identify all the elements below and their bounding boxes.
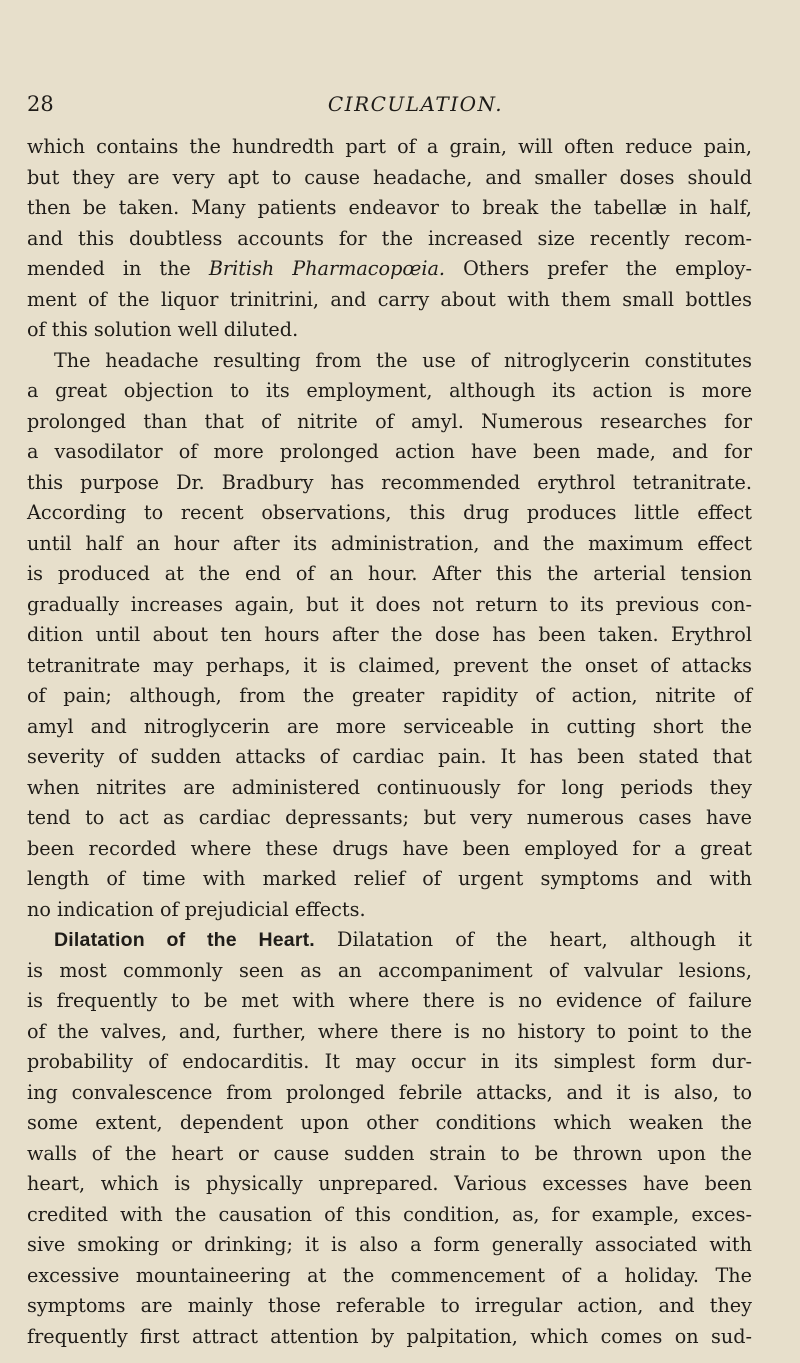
text-line: dition until about ten hours after the dose has been taken. Erythrol bbox=[27, 623, 752, 646]
text-line: sive smoking or drinking; it is also a form generally associated with bbox=[27, 1233, 752, 1256]
text-line: of the valves, and, further, where there is no history to point to the bbox=[27, 1019, 752, 1043]
text-line: severity of sudden attacks of cardiac pain. It has been stated that bbox=[27, 745, 752, 768]
running-title: CIRCULATION. bbox=[327, 92, 504, 116]
text-line: is produced at the end of an hour. After this the arterial tension bbox=[27, 562, 752, 585]
text-line: ing convalescence from prolonged febrile attacks, and it is also, to bbox=[27, 1080, 752, 1104]
book-title-italic: British Pharmacopœia. bbox=[208, 257, 446, 280]
text-line: then be taken. Many patients endeavor to break the tabellæ in half, bbox=[27, 196, 752, 219]
text-line: tetranitrate may perhaps, it is claimed, prevent the onset of attacks bbox=[27, 653, 752, 677]
text-line: this purpose Dr. Bradbury has recommended erythrol tetranitrate. bbox=[27, 470, 752, 494]
text-line: probability of endocarditis. It may occur in its simplest form dur- bbox=[27, 1050, 752, 1073]
text-line: of pain; although, from the greater rapidity of action, nitrite of bbox=[27, 684, 752, 707]
text-line: frequently first attract attention by palpitation, which comes on sud- bbox=[27, 1324, 752, 1348]
text-line: of this solution well diluted. bbox=[27, 318, 299, 341]
text-line: is most commonly seen as an accompaniment of valvular lesions, bbox=[27, 958, 752, 982]
text-fragment: mended in the bbox=[27, 257, 209, 280]
body-text bbox=[27, 132, 752, 1352]
text-line: tend to act as cardiac depressants; but very numerous cases have bbox=[27, 806, 752, 829]
section-heading: Dilatation of the Heart. bbox=[54, 929, 315, 951]
text-line: and this doubtless accounts for the increased size recently recom- bbox=[27, 226, 752, 250]
text-line: prolonged than that of nitrite of amyl. Numerous researches for bbox=[27, 409, 752, 433]
text-line: walls of the heart or cause sudden strain to be thrown upon the bbox=[27, 1141, 752, 1165]
page-header bbox=[27, 88, 752, 124]
text-line: gradually increases again, but it does not return to its previous con- bbox=[27, 592, 752, 616]
text-line: which contains the hundredth part of a grain, will often reduce pain, bbox=[27, 135, 752, 158]
text-line: but they are very apt to cause headache, and smaller doses should bbox=[27, 165, 752, 189]
page-number: 28 bbox=[27, 92, 54, 116]
paragraph-first-line bbox=[27, 925, 752, 956]
text-line: some extent, dependent upon other conditions which weaken the bbox=[27, 1111, 752, 1134]
text-line: symptoms are mainly those referable to irregular action, and they bbox=[27, 1294, 752, 1317]
text-line: until half an hour after its administration, and the maximum effect bbox=[27, 531, 752, 555]
text-line: amyl and nitroglycerin are more serviceable in cutting short the bbox=[27, 714, 752, 738]
text-line: been recorded where these drugs have been employed for a great bbox=[27, 836, 752, 860]
paragraph-first-line: The headache resulting from the use of nitroglycerin constitutes bbox=[54, 348, 752, 372]
text-line: when nitrites are administered continuously for long periods they bbox=[27, 775, 752, 799]
text-line: excessive mountaineering at the commencement of a holiday. The bbox=[27, 1263, 752, 1287]
text-fragment: Others prefer the employ- bbox=[445, 257, 753, 280]
text-fragment: Dilatation of the heart, although it bbox=[314, 928, 752, 951]
text-line: is frequently to be met with where there is no evidence of failure bbox=[27, 989, 752, 1012]
text-line: a vasodilator of more prolonged action have been made, and for bbox=[27, 440, 752, 463]
text-line bbox=[27, 254, 752, 285]
text-line: a great objection to its employment, although its action is more bbox=[27, 379, 752, 402]
text-line: no indication of prejudicial effects. bbox=[27, 897, 366, 921]
text-line: heart, which is physically unprepared. Various excesses have been bbox=[27, 1172, 752, 1195]
text-line: ment of the liquor trinitrini, and carry about with them small bottles bbox=[27, 287, 752, 311]
text-line: According to recent observations, this drug produces little effect bbox=[27, 501, 752, 524]
text-line: length of time with marked relief of urgent symptoms and with bbox=[27, 867, 752, 890]
text-line: credited with the causation of this condition, as, for example, exces- bbox=[27, 1202, 752, 1226]
